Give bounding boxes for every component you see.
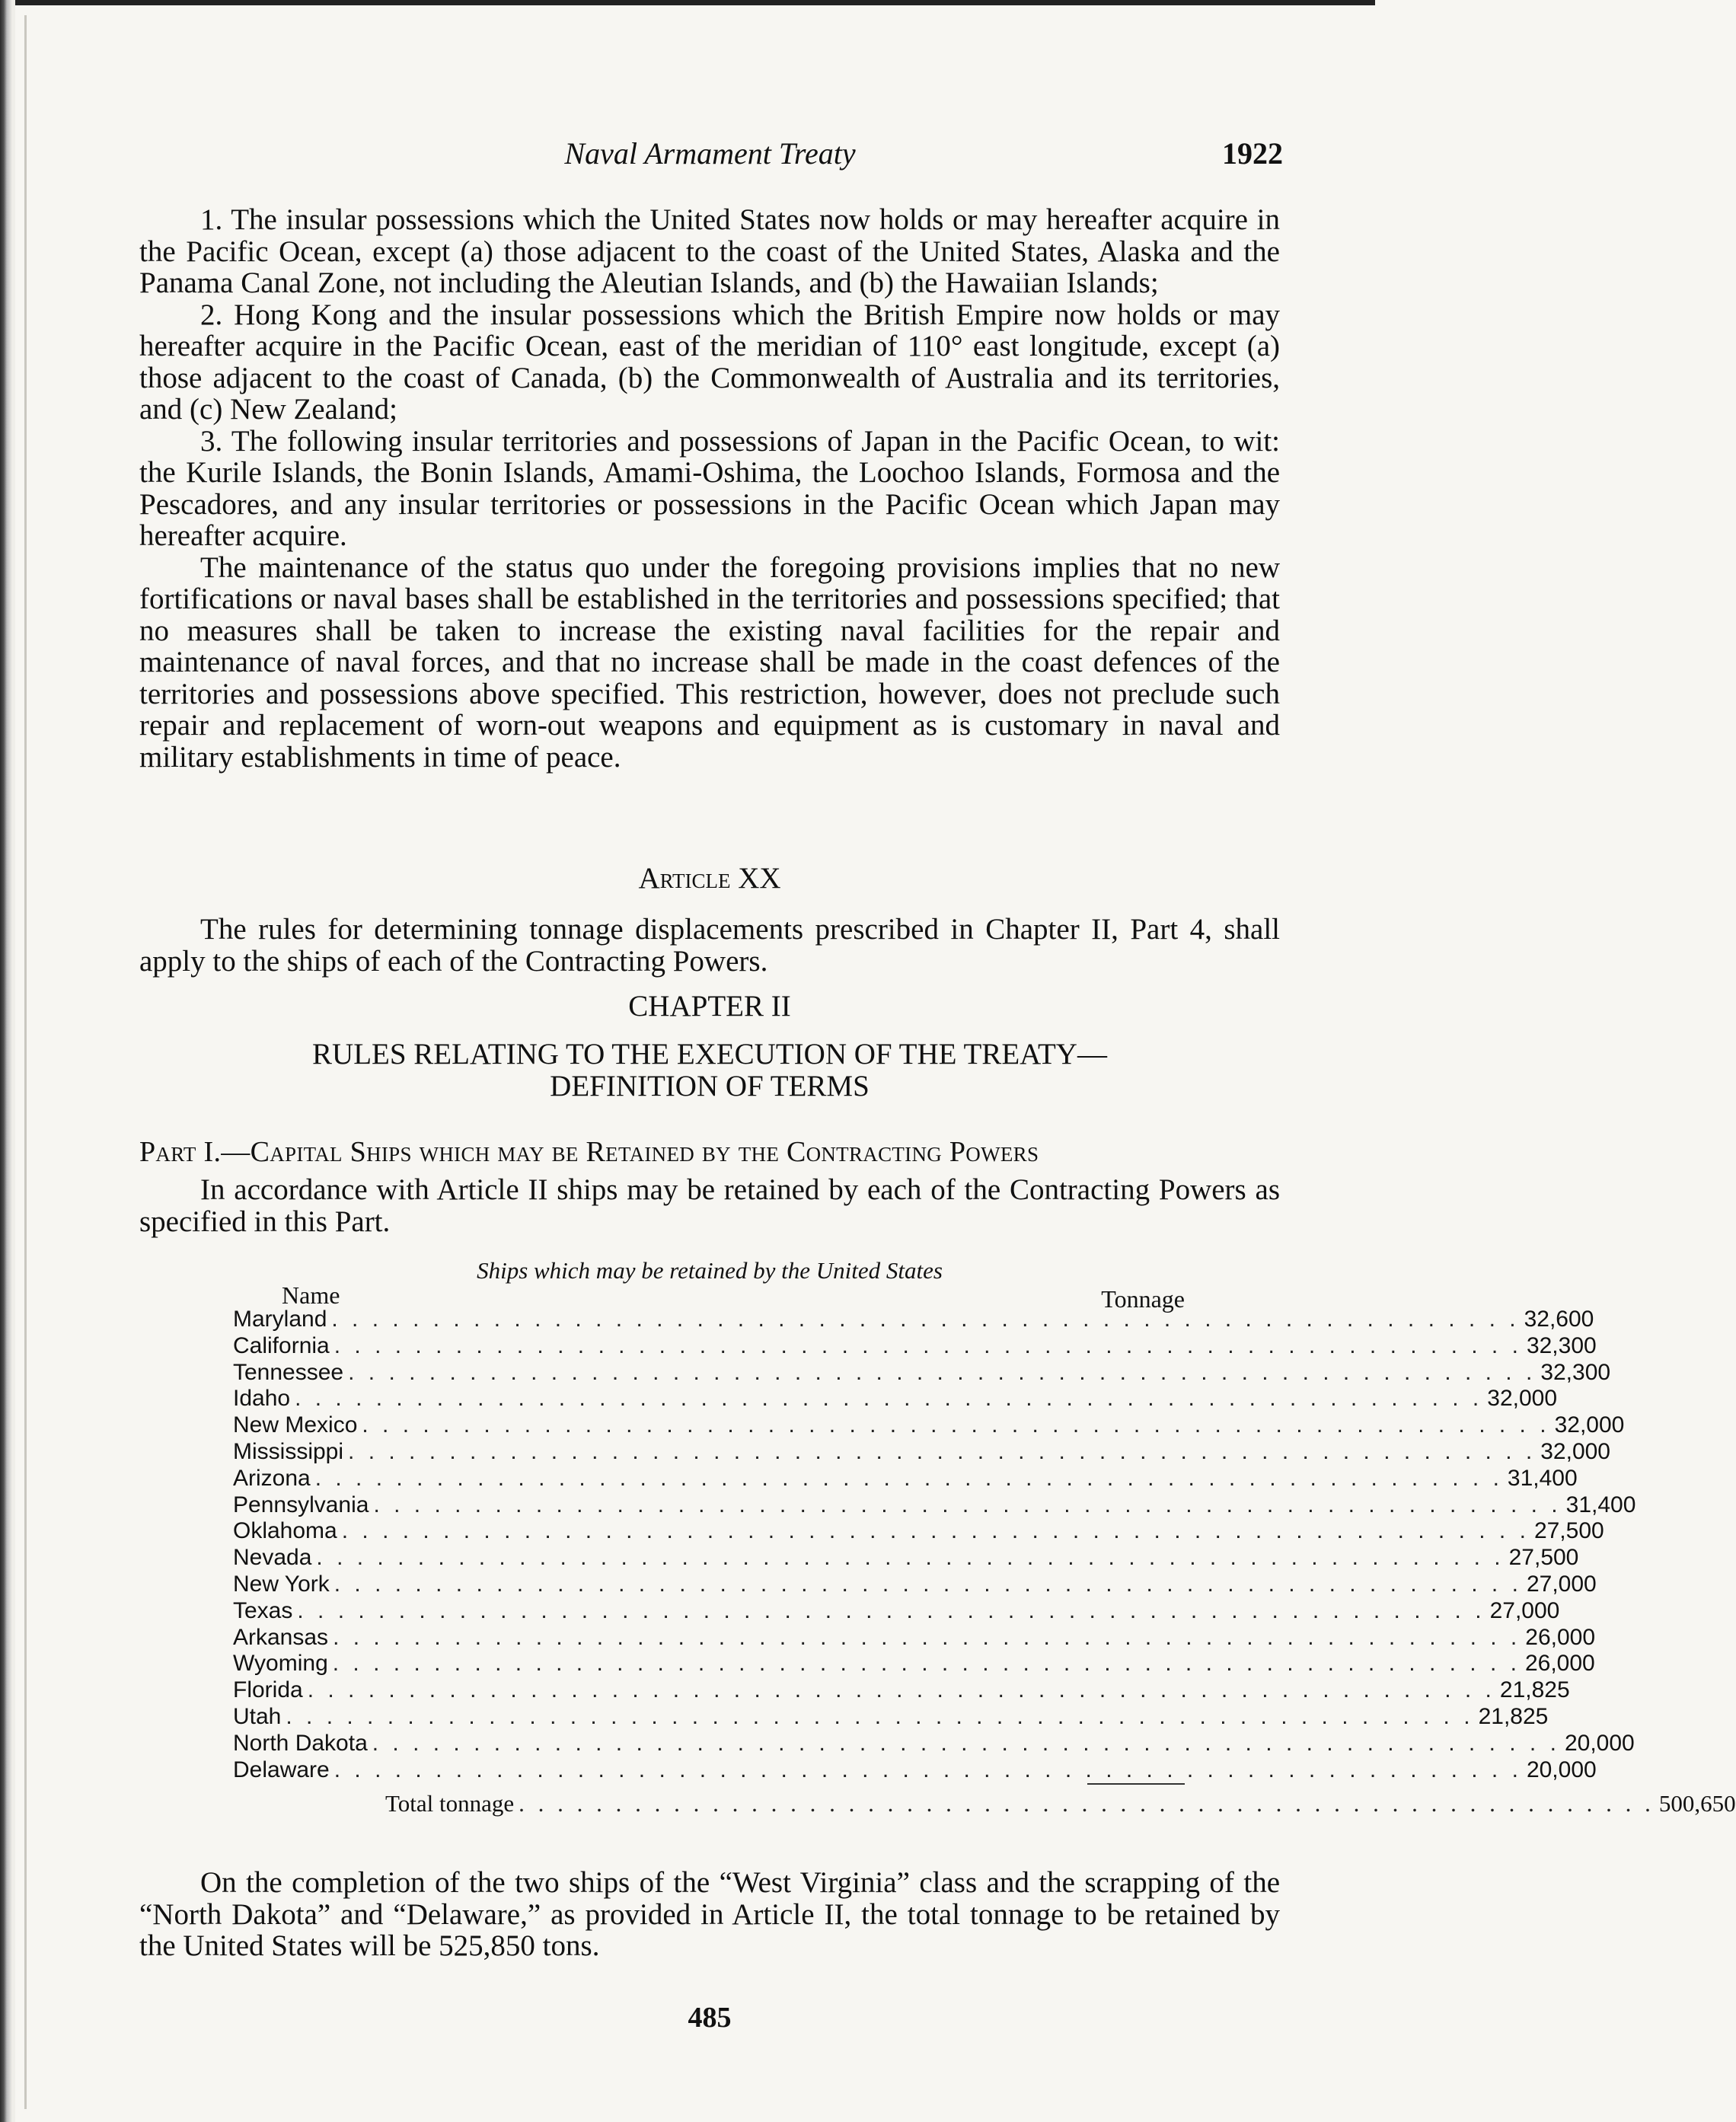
leader-dots: . . . . . . . . . . . . . . . . . . . . . . . . . . . . . . . . . . . . . . . . . . . . . . . . . . . . . . . . . . . — [362, 1412, 1550, 1438]
leader-dots: . . . . . . . . . . . . . . . . . . . . . . . . . . . . . . . . . . . . . . . . . . . . . . . . . . . . . . . . . . . — [333, 1624, 1521, 1650]
ship-tonnage: 26,000 — [1524, 1651, 1595, 1677]
ship-tonnage: 32,000 — [1487, 1386, 1558, 1412]
ship-tonnage: 20,000 — [1564, 1730, 1635, 1756]
ship-tonnage: 27,000 — [1489, 1597, 1560, 1623]
ship-name: Pennsylvania — [233, 1492, 369, 1517]
leader-dots: . . . . . . . . . . . . . . . . . . . . . . . . . . . . . . . . . . . . . . . . . . . . . . . . . . . . . . . . . . . — [333, 1571, 1522, 1597]
table-row — [233, 1412, 1625, 1439]
part-intro — [139, 1174, 1280, 1237]
running-title: Naval Armament Treaty — [564, 136, 856, 171]
leader-dots: . . . . . . . . . . . . . . . . . . . . . . . . . . . . . . . . . . . . . . . . . . . . . . . . . . . . . . . . . . . — [348, 1359, 1537, 1385]
ship-name: Delaware — [233, 1757, 330, 1782]
leader-dots: . . . . . . . . . . . . . . . . . . . . . . . . . . . . . . . . . . . . . . . . . . . . . . . . . . . . . . . . . . . — [307, 1677, 1495, 1703]
chapter-subtitle-line-1: RULES RELATING TO THE EXECUTION OF THE TREATY— — [312, 1038, 1107, 1071]
table-row — [233, 1545, 1579, 1572]
page-number: 485 — [688, 2002, 732, 2034]
ship-tonnage: 32,000 — [1540, 1438, 1610, 1464]
ship-tonnage: 21,825 — [1478, 1703, 1549, 1729]
table-row — [233, 1571, 1597, 1598]
paragraph-1: 1. The insular possessions which the United States now holds or may hereafter acquire in the Pacific Ocean, except (a) those adjacent to the coast of the United States, Alaska and the Panama Canal Zone, not including the Aleutian Islands, and (b) the Hawaiian Islands; — [139, 203, 1280, 299]
ship-tonnage: 32,600 — [1524, 1307, 1594, 1332]
chapter-subtitle-line-2: DEFINITION OF TERMS — [550, 1069, 870, 1102]
table-row — [233, 1332, 1597, 1360]
binding-line — [24, 15, 27, 2109]
leader-dots: . . . . . . . . . . . . . . . . . . . . . . . . . . . . . . . . . . . . . . . . . . . . . . . . . . . . . . . . . . . — [297, 1597, 1485, 1623]
part-heading: Part I.—Capital Ships which may be Retained by the Contracting Powers — [139, 1136, 1039, 1168]
body-section-possessions — [139, 204, 1280, 773]
ship-name: Florida — [233, 1677, 303, 1703]
ship-name: Mississippi — [233, 1438, 344, 1464]
ship-name: Wyoming — [233, 1651, 328, 1677]
ship-tonnage: 32,300 — [1526, 1332, 1597, 1358]
ship-tonnage: 26,000 — [1525, 1624, 1596, 1650]
chapter-subtitle — [139, 1039, 1280, 1102]
total-row — [385, 1790, 1736, 1817]
page-top-edge — [0, 0, 1375, 5]
ship-tonnage: 27,500 — [1533, 1518, 1604, 1544]
table-row — [233, 1651, 1595, 1677]
table-row — [233, 1465, 1578, 1492]
table-row — [233, 1757, 1597, 1784]
table-row — [233, 1624, 1596, 1651]
leader-dots: . . . . . . . . . . . . . . . . . . . . . . . . . . . . . . . . . . . . . . . . . . . . . . . . . . . . . . . . . . . — [373, 1492, 1562, 1517]
running-year: 1922 — [1222, 136, 1283, 171]
ship-name: New Mexico — [233, 1412, 358, 1438]
closing-paragraph: On the completion of the two ships of the “West Virginia” class and the scrapping of the “North Dakota” and “Delaware,” as provided in Article II, the total tonnage to be retained by the United States will be 525,850 tons. — [139, 1866, 1280, 1962]
ship-name: Utah — [233, 1703, 282, 1729]
total-rule — [1087, 1783, 1185, 1785]
table-header — [233, 1279, 1185, 1313]
chapter-heading: CHAPTER II — [628, 990, 791, 1023]
table-row — [233, 1597, 1560, 1625]
leader-dots: . . . . . . . . . . . . . . . . . . . . . . . . . . . . . . . . . . . . . . . . . . . . . . . . . . . . . . . . . . . — [333, 1757, 1522, 1782]
leader-dots: . . . . . . . . . . . . . . . . . . . . . . . . . . . . . . . . . . . . . . . . . . . . . . . . . . . . . . . . . . . — [333, 1332, 1522, 1358]
leader-dots: . . . . . . . . . . . . . . . . . . . . . . . . . . . . . . . . . . . . . . . . . . . . . . . . . . . . . . . . . . . — [332, 1651, 1521, 1677]
ship-tonnage: 27,500 — [1508, 1545, 1579, 1571]
table-row — [233, 1307, 1594, 1333]
table-row — [233, 1703, 1549, 1731]
article-heading: Article XX — [638, 862, 781, 895]
leader-dots: . . . . . . . . . . . . . . . . . . . . . . . . . . . . . . . . . . . . . . . . . . . . . . . . . . . . . . . . . . . — [286, 1703, 1474, 1729]
table-row — [233, 1492, 1636, 1519]
leader-dots: . . . . . . . . . . . . . . . . . . . . . . . . . . . . . . . . . . . . . . . . . . . . . . . . . . . . . . . . . . . — [341, 1518, 1530, 1544]
closing-paragraph-block — [139, 1867, 1280, 1962]
table-row — [233, 1438, 1610, 1466]
table-row — [233, 1730, 1635, 1757]
article-paragraph: The rules for determining tonnage displacements prescribed in Chapter II, Part 4, shall apply to the ships of each of the Contracting Powers. — [139, 913, 1280, 978]
ship-tonnage: 27,000 — [1526, 1571, 1597, 1597]
ship-name: California — [233, 1332, 330, 1358]
table-row — [233, 1386, 1558, 1412]
leader-dots: . . . . . . . . . . . . . . . . . . . . . . . . . . . . . . . . . . . . . . . . . . . . . . . . . . . . . . . . . . . — [519, 1790, 1655, 1817]
ship-name: Arkansas — [233, 1624, 329, 1650]
ship-tonnage: 31,400 — [1507, 1465, 1578, 1491]
binding-edge — [0, 0, 15, 2122]
leader-dots: . . . . . . . . . . . . . . . . . . . . . . . . . . . . . . . . . . . . . . . . . . . . . . . . . . . . . . . . . . . — [331, 1307, 1520, 1332]
column-tonnage-header: Tonnage — [1101, 1285, 1185, 1313]
ship-tonnage: 32,300 — [1540, 1359, 1611, 1385]
ship-tonnage: 31,400 — [1565, 1492, 1636, 1517]
ship-name: Idaho — [233, 1386, 291, 1412]
ship-name: Texas — [233, 1597, 293, 1623]
running-header — [137, 136, 1283, 174]
ship-tonnage: 20,000 — [1526, 1757, 1597, 1782]
ship-name: Arizona — [233, 1465, 311, 1491]
ship-tonnage: 32,000 — [1554, 1412, 1625, 1438]
ship-name: Oklahoma — [233, 1518, 337, 1544]
leader-dots: . . . . . . . . . . . . . . . . . . . . . . . . . . . . . . . . . . . . . . . . . . . . . . . . . . . . . . . . . . . — [348, 1438, 1537, 1464]
paragraph-3: 3. The following insular territories and possessions of Japan in the Pacific Ocean, to wit: the Kurile Islands, the Bonin Islands, Amami-Oshima, the Loochoo Islands, Formosa and the Pescadores, and any insular territories or possessions in the Pacific Ocean which Japan may hereafter acquire. — [139, 424, 1280, 552]
table-body — [233, 1307, 1636, 1783]
ship-name: New York — [233, 1571, 330, 1597]
leader-dots: . . . . . . . . . . . . . . . . . . . . . . . . . . . . . . . . . . . . . . . . . . . . . . . . . . . . . . . . . . . — [314, 1465, 1503, 1491]
paragraph-status-quo: The maintenance of the status quo under the foregoing provisions implies that no new fortifications or naval bases shall be established in the territories and possessions specified; that no measures shall be taken to increase the existing naval facilities for the repair and maintenance of naval forces, and that no increase shall be made in the coast defences of the territories and possessions above specified. This restriction, however, does not preclude such repair and replacement of worn-out weapons and equipment as is customary in naval and military establishments in time of peace. — [139, 550, 1280, 774]
ship-name: Maryland — [233, 1307, 327, 1332]
table-caption: Ships which may be retained by the United States — [477, 1257, 943, 1284]
ship-name: North Dakota — [233, 1730, 368, 1756]
leader-dots: . . . . . . . . . . . . . . . . . . . . . . . . . . . . . . . . . . . . . . . . . . . . . . . . . . . . . . . . . . . — [372, 1730, 1560, 1756]
table-row — [233, 1359, 1611, 1386]
table-row — [233, 1677, 1570, 1704]
table-row — [233, 1518, 1604, 1545]
ship-name: Tennessee — [233, 1359, 344, 1385]
ship-name: Nevada — [233, 1545, 312, 1571]
column-name-header: Name — [282, 1281, 340, 1309]
total-value: 500,650 — [1658, 1790, 1736, 1817]
leader-dots: . . . . . . . . . . . . . . . . . . . . . . . . . . . . . . . . . . . . . . . . . . . . . . . . . . . . . . . . . . . — [295, 1386, 1483, 1412]
ships-table — [233, 1279, 1736, 1817]
part-intro-paragraph: In accordance with Article II ships may be retained by each of the Contracting Powers as specified in this Part. — [139, 1173, 1280, 1238]
leader-dots: . . . . . . . . . . . . . . . . . . . . . . . . . . . . . . . . . . . . . . . . . . . . . . . . . . . . . . . . . . . — [316, 1545, 1505, 1571]
total-label: Total tonnage — [385, 1790, 515, 1817]
ship-tonnage: 21,825 — [1499, 1677, 1570, 1703]
table-total — [233, 1783, 1736, 1817]
article-text — [139, 914, 1280, 977]
paragraph-2: 2. Hong Kong and the insular possessions which the British Empire now holds or may hereafter acquire in the Pacific Ocean, east of the meridian of 110° east longitude, except (a) those adjacent to the coast of Canada, (b) the Commonwealth of Australia and its territories, and (c) New Zealand; — [139, 298, 1280, 426]
